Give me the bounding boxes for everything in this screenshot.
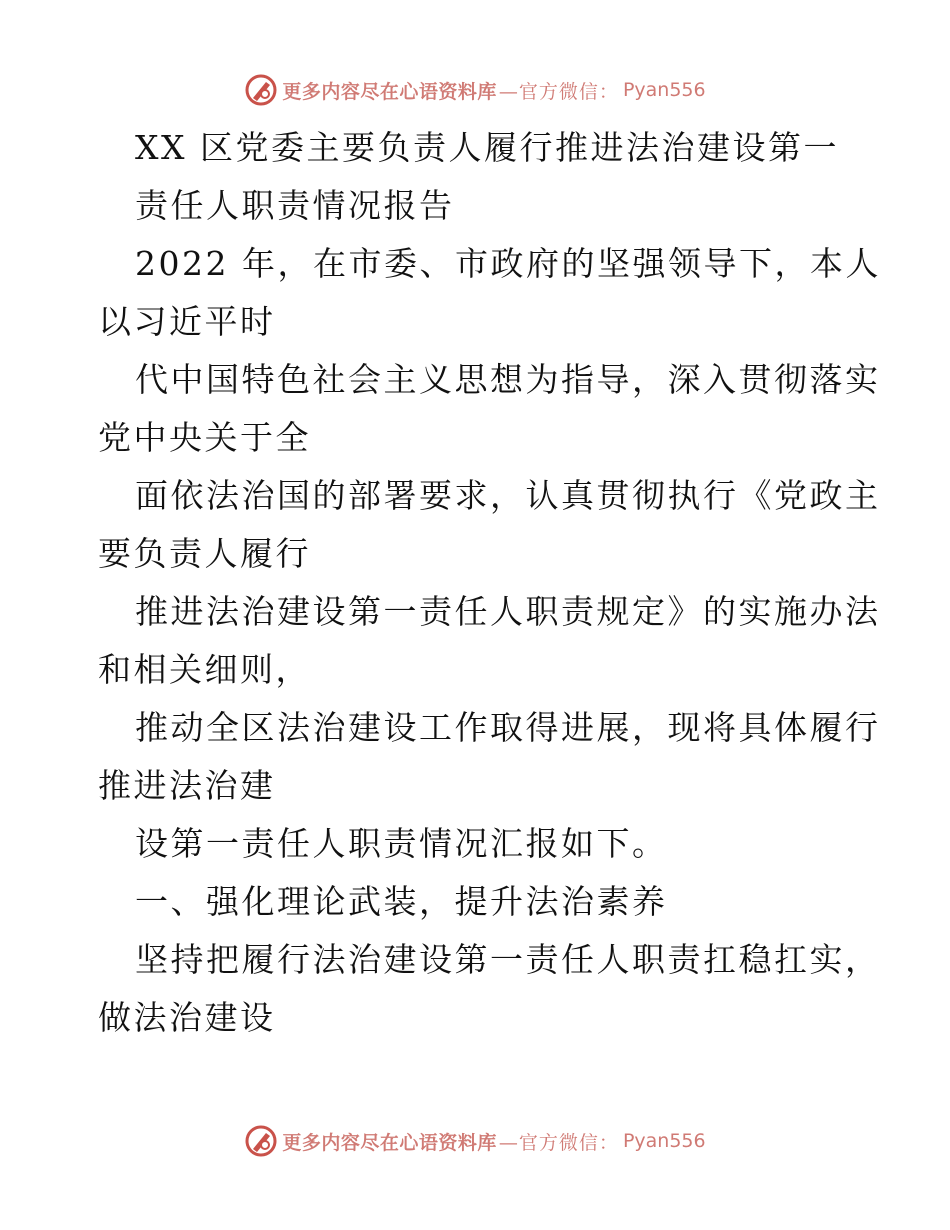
- body-line-1: 2022 年，在市委、市政府的坚强领导下，本人: [135, 244, 881, 283]
- body-line-7: 推进法治建设第一责任人职责规定》的实施办法: [135, 592, 881, 631]
- body-line-4: 党中央关于全: [98, 418, 311, 457]
- watermark-contact-label: —官方微信：: [498, 80, 619, 103]
- watermark-contact-label: —官方微信：: [498, 1131, 619, 1154]
- watermark-footer: [0, 1121, 950, 1161]
- document-title-line-1: XX 区党委主要负责人履行推进法治建设第一: [135, 128, 839, 167]
- body-line-10: 推进法治建: [98, 766, 276, 805]
- body-line-13: 坚持把履行法治建设第一责任人职责扛稳扛实，: [135, 940, 881, 979]
- body-line-8: 和相关细则，: [98, 650, 311, 689]
- body-line-2: 以习近平时: [98, 302, 276, 341]
- watermark-site-text: 更多内容尽在心语资料库: [282, 1131, 497, 1154]
- pen-logo-icon: [244, 73, 278, 107]
- watermark-header: [0, 70, 950, 110]
- body-line-6: 要负责人履行: [98, 534, 311, 573]
- body-line-9: 推动全区法治建设工作取得进展，现将具体履行: [135, 708, 881, 747]
- watermark-site-text: 更多内容尽在心语资料库: [282, 80, 497, 103]
- body-line-14: 做法治建设: [98, 998, 276, 1037]
- document-title-line-2: 责任人职责情况报告: [135, 186, 455, 225]
- body-line-3: 代中国特色社会主义思想为指导，深入贯彻落实: [135, 360, 881, 399]
- body-line-11: 设第一责任人职责情况汇报如下。: [135, 824, 668, 863]
- watermark-contact-id: Pyan556: [622, 1130, 706, 1152]
- pen-logo-icon: [244, 1124, 278, 1158]
- section-heading-1: 一、强化理论武装，提升法治素养: [135, 882, 668, 921]
- body-line-5: 面依法治国的部署要求，认真贯彻执行《党政主: [135, 476, 881, 515]
- watermark-contact-id: Pyan556: [622, 79, 706, 101]
